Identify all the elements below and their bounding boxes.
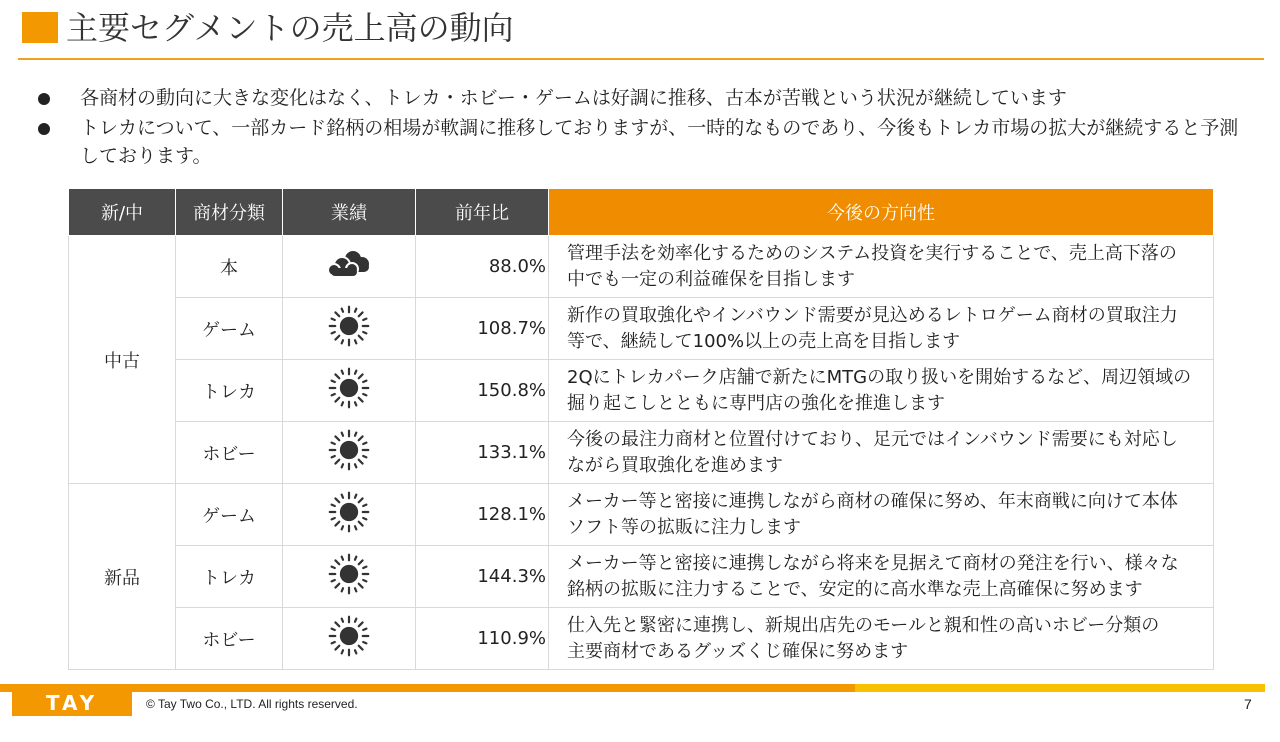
yoy-cell: 133.1% xyxy=(416,422,549,484)
footer-bar-yellow xyxy=(855,684,1265,692)
direction-cell xyxy=(549,236,1214,298)
table-header-row xyxy=(69,189,1214,236)
category-cell: ゲーム xyxy=(176,484,283,546)
header-new-used: 新/中 xyxy=(69,189,176,236)
bullet-dot-icon xyxy=(38,123,50,135)
cloud-icon xyxy=(325,248,373,280)
direction-cell xyxy=(549,484,1214,546)
direction-line: 銘柄の拡販に注力することで、安定的に高水準な売上高確保に努めます xyxy=(567,578,1143,600)
table-row xyxy=(69,546,1214,608)
sun-icon xyxy=(327,304,371,348)
page-number: 7 xyxy=(1244,696,1252,712)
direction-line: 等で、継続して100%以上の売上高を目指します xyxy=(567,330,961,352)
bullet-dot-icon xyxy=(38,93,50,105)
sun-icon xyxy=(327,428,371,472)
direction-cell xyxy=(549,422,1214,484)
direction-line: 中でも一定の利益確保を目指します xyxy=(567,268,855,290)
category-cell: ホビー xyxy=(176,422,283,484)
category-cell: ホビー xyxy=(176,608,283,670)
category-cell: ゲーム xyxy=(176,298,283,360)
table-row xyxy=(69,236,1214,298)
direction-line: ソフト等の拡販に注力します xyxy=(567,516,801,538)
title-accent-square xyxy=(22,12,58,43)
bullet-text: 各商材の動向に大きな変化はなく、トレカ・ホビー・ゲームは好調に推移、古本が苦戦という状況が継続しています xyxy=(80,87,1067,109)
title-divider xyxy=(18,58,1264,60)
yoy-cell: 128.1% xyxy=(416,484,549,546)
direction-line: 管理手法を効率化するためのシステム投資を実行することで、売上高下落の xyxy=(567,242,1177,264)
bullet-item xyxy=(36,84,1246,112)
bullet-list xyxy=(36,84,1246,172)
bullet-item xyxy=(36,114,1246,170)
sun-icon xyxy=(327,490,371,534)
direction-line: メーカー等と密接に連携しながら将来を見据えて商材の発注を行い、様々な xyxy=(567,552,1179,574)
direction-cell xyxy=(549,546,1214,608)
direction-cell xyxy=(549,298,1214,360)
group-new: 新品 xyxy=(69,484,176,670)
direction-line: 掘り起こしとともに専門店の強化を推進します xyxy=(567,392,945,414)
table-row xyxy=(69,298,1214,360)
table-row xyxy=(69,484,1214,546)
yoy-cell: 88.0% xyxy=(416,236,549,298)
sun-icon xyxy=(327,552,371,596)
direction-line: 2Qにトレカパーク店舗で新たにMTGの取り扱いを開始するなど、周辺領域の xyxy=(567,366,1192,388)
direction-line: 新作の買取強化やインバウンド需要が見込めるレトロゲーム商材の買取注力 xyxy=(567,304,1178,326)
direction-line: 今後の最注力商材と位置付けており、足元ではインバウンド需要にも対応し xyxy=(567,428,1178,450)
direction-line: 仕入先と緊密に連携し、新規出店先のモールと親和性の高いホビー分類の xyxy=(567,614,1160,636)
header-direction: 今後の方向性 xyxy=(549,189,1214,236)
category-cell: トレカ xyxy=(176,546,283,608)
header-performance: 業績 xyxy=(283,189,416,236)
category-cell: 本 xyxy=(176,236,283,298)
yoy-cell: 108.7% xyxy=(416,298,549,360)
bullet-text: トレカについて、一部カード銘柄の相場が軟調に推移しておりますが、一時的なものであり、今後もトレカ市場の拡大が継続すると予測しております。 xyxy=(80,117,1239,167)
direction-line: ながら買取強化を進めます xyxy=(567,454,783,476)
direction-line: 主要商材であるグッズくじ確保に努めます xyxy=(567,640,909,662)
segment-table xyxy=(68,188,1214,670)
page-title: 主要セグメントの売上高の動向 xyxy=(66,9,514,47)
table-row xyxy=(69,360,1214,422)
header-yoy: 前年比 xyxy=(416,189,549,236)
direction-cell xyxy=(549,360,1214,422)
sun-icon xyxy=(327,614,371,658)
direction-cell xyxy=(549,608,1214,670)
copyright-text: © Tay Two Co., LTD. All rights reserved. xyxy=(146,697,358,711)
yoy-cell: 144.3% xyxy=(416,546,549,608)
category-cell: トレカ xyxy=(176,360,283,422)
yoy-cell: 110.9% xyxy=(416,608,549,670)
table-row xyxy=(69,422,1214,484)
header-category: 商材分類 xyxy=(176,189,283,236)
sun-icon xyxy=(327,366,371,410)
yoy-cell: 150.8% xyxy=(416,360,549,422)
table-row xyxy=(69,608,1214,670)
direction-line: メーカー等と密接に連携しながら商材の確保に努め、年末商戦に向けて本体 xyxy=(567,490,1178,512)
group-used: 中古 xyxy=(69,236,176,484)
company-logo: TAY TWO xyxy=(12,690,132,716)
